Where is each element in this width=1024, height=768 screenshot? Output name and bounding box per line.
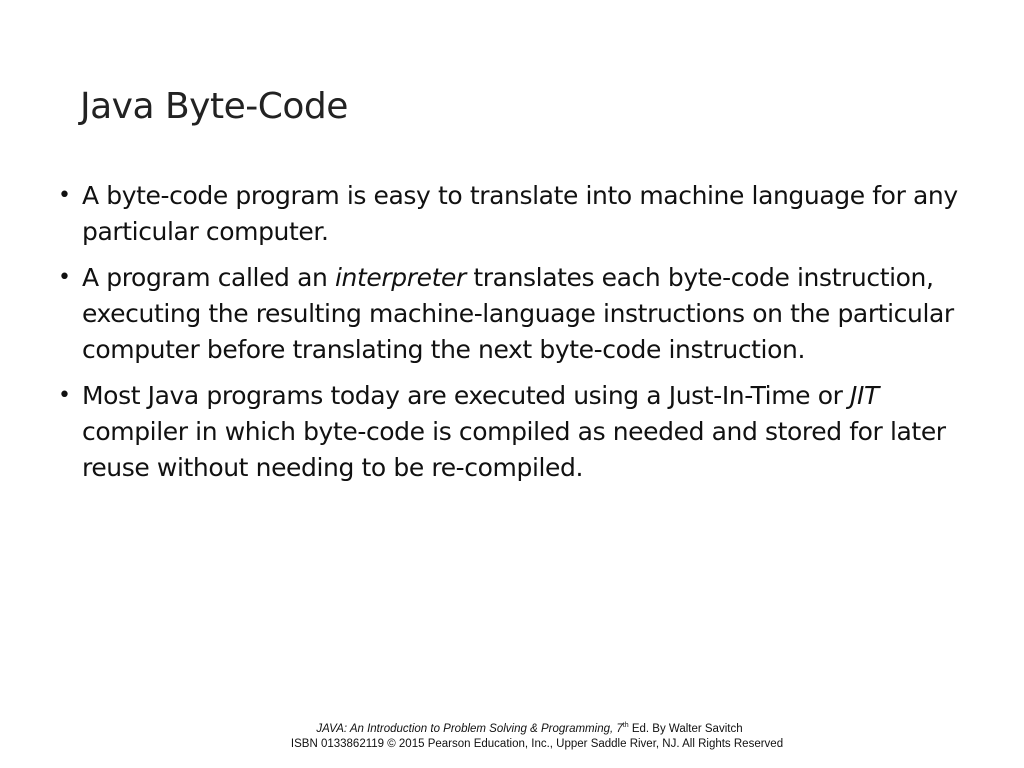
- slide-footer: [0, 722, 1024, 752]
- bullet-text-part: A program called an: [82, 263, 335, 292]
- bullet-icon: •: [58, 183, 71, 208]
- bullet-text-part: translates each byte-code instruction, executing the resulting machine-language instructions on the particular computer before translating the next byte-code instruction.: [82, 263, 954, 364]
- footer-book-citation: [0, 722, 1024, 737]
- bullet-item: [58, 178, 978, 250]
- footer-copyright: ISBN 0133862119 © 2015 Pearson Education, Inc., Upper Saddle River, NJ. All Rights Reserved: [290, 738, 784, 750]
- bullet-text: [82, 263, 954, 364]
- bullet-text-part: A byte-code program is easy to translate into machine language for any particular computer.: [82, 181, 958, 246]
- bullet-icon: •: [58, 383, 71, 408]
- bullet-icon: •: [58, 265, 71, 290]
- bullet-item: [58, 260, 978, 368]
- bullet-item: [58, 378, 978, 486]
- slide-title: Java Byte-Code: [80, 86, 348, 127]
- bullet-text: [82, 181, 958, 246]
- bullet-text-italic: JIT: [850, 381, 879, 410]
- bullet-text: [82, 381, 946, 482]
- bullet-list: [58, 178, 978, 496]
- bullet-text-part: Most Java programs today are executed using a Just-In-Time or: [82, 381, 851, 410]
- footer-edition-author: Ed. By Walter Savitch: [628, 723, 743, 735]
- footer-book-title: JAVA: An Introduction to Problem Solving & Programming, 7: [316, 723, 623, 735]
- bullet-text-part: compiler in which byte-code is compiled as needed and stored for later reuse without needing to be re-compiled.: [82, 417, 946, 482]
- bullet-text-italic: interpreter: [334, 263, 466, 292]
- footer-edition-superscript: th: [622, 722, 629, 730]
